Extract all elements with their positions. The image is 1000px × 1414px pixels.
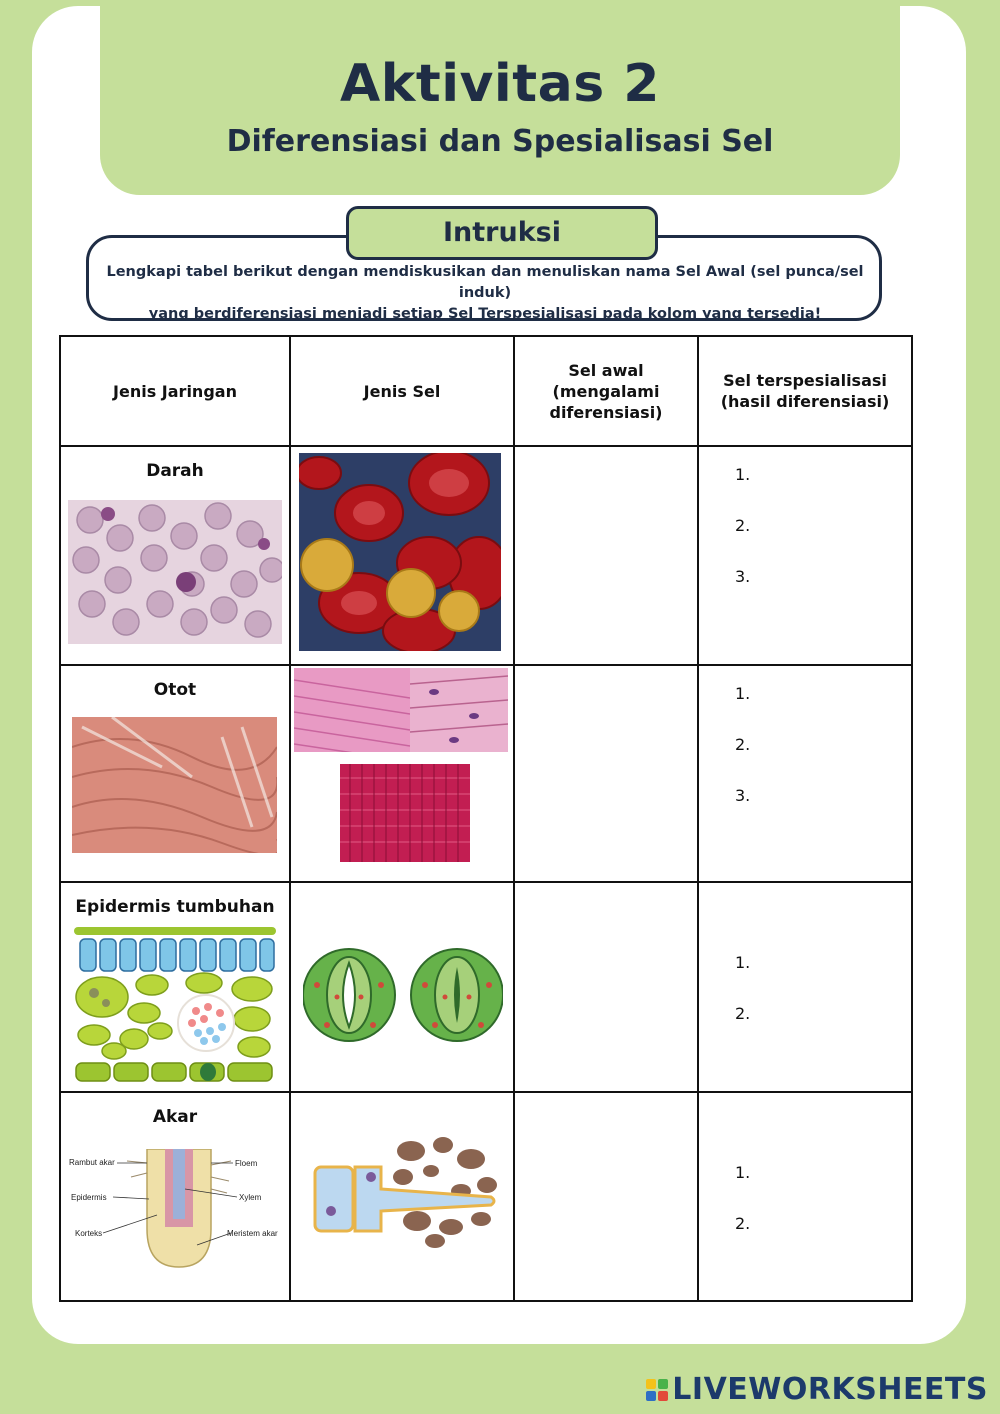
cell-type-cell bbox=[290, 1092, 514, 1301]
answer-number: 2. bbox=[735, 735, 751, 754]
specialized-answer-cell[interactable] bbox=[698, 665, 912, 882]
answer-number-list bbox=[735, 1163, 750, 1265]
answer-number: 3. bbox=[735, 567, 751, 586]
answer-number: 1. bbox=[735, 465, 751, 484]
plant-epidermis-image bbox=[74, 927, 276, 1087]
table-row bbox=[60, 665, 912, 882]
answer-number-list bbox=[735, 684, 750, 837]
origin-answer-cell[interactable] bbox=[514, 882, 698, 1092]
tissue-cell bbox=[60, 1092, 290, 1301]
answer-number: 2. bbox=[735, 1214, 751, 1233]
answer-number: 1. bbox=[735, 1163, 751, 1182]
root-hair-cell-image bbox=[311, 1131, 501, 1251]
specialized-answer-cell[interactable] bbox=[698, 1092, 912, 1301]
header-tissue: Jenis Jaringan bbox=[60, 336, 290, 446]
instructions-label: Intruksi bbox=[346, 206, 658, 260]
stomata-image bbox=[303, 945, 503, 1045]
page-title: Aktivitas 2 bbox=[340, 54, 660, 114]
instructions-text bbox=[92, 262, 878, 325]
liveworksheets-logo bbox=[646, 1372, 988, 1407]
specialized-answer-cell[interactable] bbox=[698, 446, 912, 665]
tissue-name: Darah bbox=[146, 461, 204, 481]
table-row bbox=[60, 1092, 912, 1301]
root-label-meristem: Meristem akar bbox=[227, 1229, 278, 1238]
origin-answer-cell[interactable] bbox=[514, 665, 698, 882]
header-cell: Jenis Sel bbox=[290, 336, 514, 446]
answer-number: 1. bbox=[735, 684, 751, 703]
answer-number: 2. bbox=[735, 1004, 751, 1023]
cell-type-cell bbox=[290, 446, 514, 665]
instructions-line-2: yang berdiferensiasi menjadi setiap Sel Terspesialisasi pada kolom yang tersedia! bbox=[148, 306, 822, 322]
differentiation-table bbox=[59, 335, 913, 1302]
tissue-name: Akar bbox=[152, 1107, 198, 1127]
page-subtitle: Diferensiasi dan Spesialisasi Sel bbox=[226, 124, 774, 159]
skeletal-muscle-image bbox=[340, 764, 470, 862]
answer-number-list bbox=[735, 465, 750, 618]
root-label-epidermis: Epidermis bbox=[71, 1193, 107, 1202]
smooth-cardiac-muscle-image bbox=[294, 668, 508, 752]
answer-number: 1. bbox=[735, 953, 751, 972]
table-row bbox=[60, 882, 912, 1092]
answer-number: 3. bbox=[735, 786, 751, 805]
logo-text: LIVEWORKSHEETS bbox=[672, 1372, 988, 1407]
blood-cells-image bbox=[299, 453, 501, 651]
answer-number: 2. bbox=[735, 516, 751, 535]
tissue-cell bbox=[60, 882, 290, 1092]
table-row bbox=[60, 446, 912, 665]
answer-number-list bbox=[735, 953, 750, 1055]
blood-smear-image bbox=[68, 500, 282, 644]
muscle-tissue-image bbox=[72, 717, 277, 853]
root-label-xylem: Xylem bbox=[239, 1193, 262, 1202]
header-specialized-cell bbox=[698, 336, 912, 446]
table-header-row bbox=[60, 336, 912, 446]
header-specialized-line: (hasil diferensiasi) bbox=[720, 392, 890, 411]
logo-mark-icon bbox=[646, 1379, 668, 1401]
header-origin-line: (mengalami bbox=[552, 381, 660, 401]
tissue-cell bbox=[60, 665, 290, 882]
header-banner bbox=[100, 0, 900, 195]
header-origin-line: Sel awal bbox=[568, 360, 644, 380]
tissue-name: Epidermis tumbuhan bbox=[75, 897, 275, 917]
tissue-cell bbox=[60, 446, 290, 665]
cell-type-cell bbox=[290, 665, 514, 882]
header-origin-cell bbox=[514, 336, 698, 446]
root-label-rambut: Rambut akar bbox=[69, 1158, 115, 1167]
root-diagram-image bbox=[67, 1149, 285, 1269]
root-label-korteks: Korteks bbox=[75, 1229, 103, 1238]
instructions-line-1: Lengkapi tabel berikut dengan mendiskusikan dan menuliskan nama Sel Awal (sel punca/sel induk) bbox=[106, 264, 864, 301]
cell-type-cell bbox=[290, 882, 514, 1092]
root-label-floem: Floem bbox=[235, 1159, 258, 1168]
header-specialized-line: Sel terspesialisasi bbox=[723, 371, 887, 390]
origin-answer-cell[interactable] bbox=[514, 446, 698, 665]
specialized-answer-cell[interactable] bbox=[698, 882, 912, 1092]
tissue-name: Otot bbox=[153, 680, 197, 700]
origin-answer-cell[interactable] bbox=[514, 1092, 698, 1301]
header-origin-line: diferensiasi) bbox=[549, 402, 663, 422]
